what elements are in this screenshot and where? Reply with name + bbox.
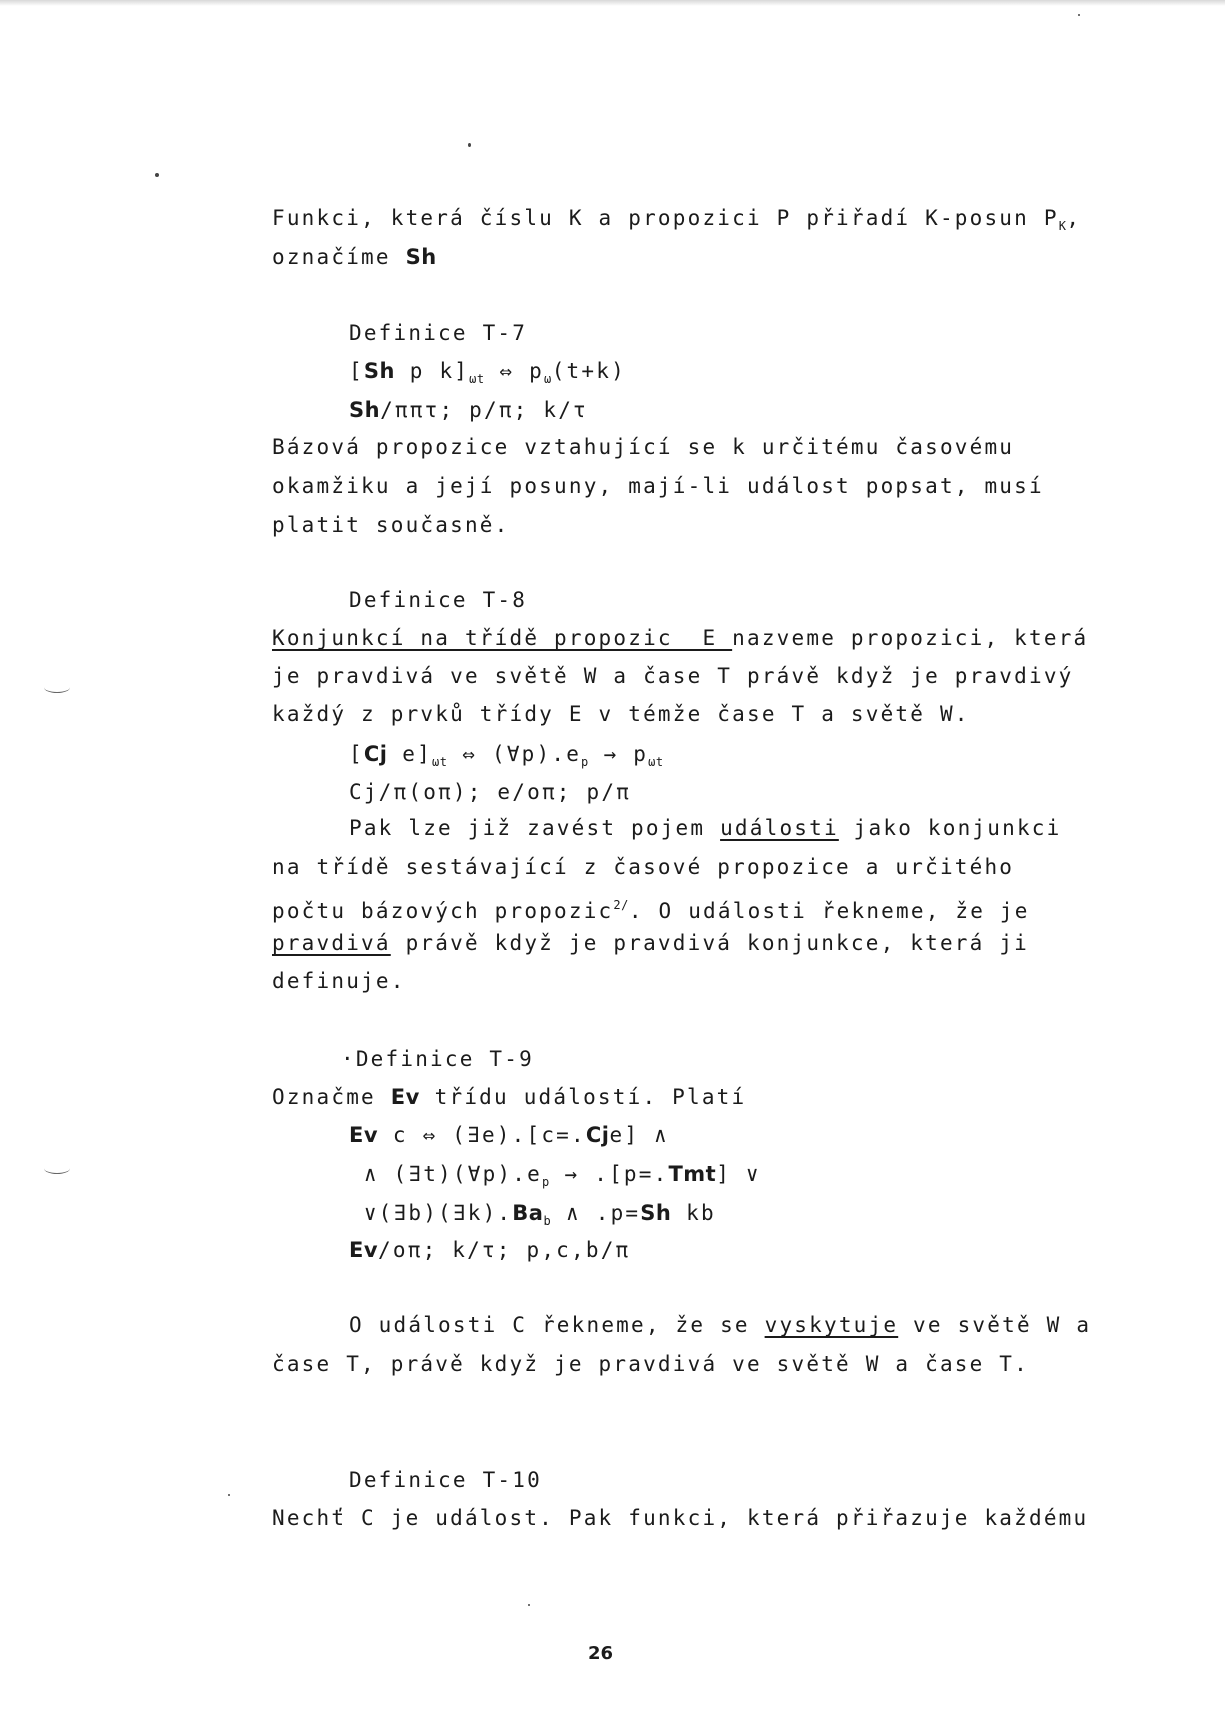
scan-speck — [468, 143, 471, 147]
definition-heading: ·Definice T-9 — [341, 1047, 534, 1071]
text-line: na třídě sestávající z časové propozice a určitého — [272, 855, 1015, 879]
formula-line: [Sh p $k]_{\omega t}$ ⇔ $p_\omega(t+k)$ — [349, 359, 626, 386]
formula-line: Ev/oπ; k/τ; p,c,b/π — [349, 1238, 631, 1262]
text-line: Konjunkcí na třídě propozic E nazveme propozici, která — [272, 626, 1089, 650]
text-line: platit současně. — [272, 513, 510, 537]
text-line: čase T, právě když je pravdivá ve světě W a čase T. — [272, 1352, 1029, 1376]
text-line: Funkci, která číslu K a propozici P přiřadí K-posun $P_K$, — [272, 206, 1082, 233]
definition-heading: Definice T-7 — [349, 321, 528, 345]
formula-line: $\vee(\exists b)(\exists k).Ba_b$ ∧ .p=Sh kb — [349, 1201, 716, 1228]
formula-line: [Cj $e]_{\omega t}$ ⇔ $(\forall p).e_p \to p_{\omega t}$ — [349, 742, 664, 769]
text-line: Pak lze již zavést pojem události jako konjunkci — [349, 816, 1062, 840]
scan-speck — [228, 1494, 230, 1496]
text-line: okamžiku a její posuny, mají-li událost popsat, musí — [272, 474, 1044, 498]
scan-speck — [155, 173, 159, 177]
scan-edge-shade — [0, 0, 1225, 6]
definition-heading: Definice T-10 — [349, 1468, 542, 1492]
text-line: počtu bázových propozic$^{2/}$. O události řekneme, že je — [272, 898, 1030, 923]
text-line: Bázová propozice vztahující se k určitému časovému — [272, 435, 1015, 459]
scan-mark — [44, 682, 70, 693]
formula-line: Cj/π(oπ); e/oπ; p/π — [349, 780, 632, 804]
text-line: pravdivá právě když je pravdivá konjunkce, která ji — [272, 931, 1030, 955]
text-line: definuje. — [272, 969, 406, 993]
scan-mark — [44, 1163, 70, 1174]
text-line: označíme Sh — [272, 245, 437, 269]
text-line: O události C řekneme, že se vyskytuje ve světě W a — [349, 1313, 1092, 1337]
formula-line: Sh/ππτ; p/π; k/τ — [349, 398, 588, 422]
scan-speck — [528, 1604, 530, 1606]
text-line: Nechť C je událost. Pak funkci, která přiřazuje každému — [272, 1506, 1089, 1530]
formula-line: ∧ $(\exists t)(\forall p).e_p \to .[p=.Tmt]$ ∨ — [349, 1162, 761, 1189]
formula-line: Ev c ⇔ (∃e).[c=.Cje] ∧ — [349, 1123, 669, 1147]
text-line: Označme Ev třídu událostí. Platí — [272, 1085, 747, 1109]
text-line: je pravdivá ve světě W a čase T právě když je pravdivý — [272, 664, 1074, 688]
scan-speck — [1078, 14, 1080, 16]
page-number: 26 — [588, 1643, 614, 1664]
text-line: každý z prvků třídy E v témže čase T a světě W. — [272, 702, 970, 726]
definition-heading: Definice T-8 — [349, 588, 528, 612]
